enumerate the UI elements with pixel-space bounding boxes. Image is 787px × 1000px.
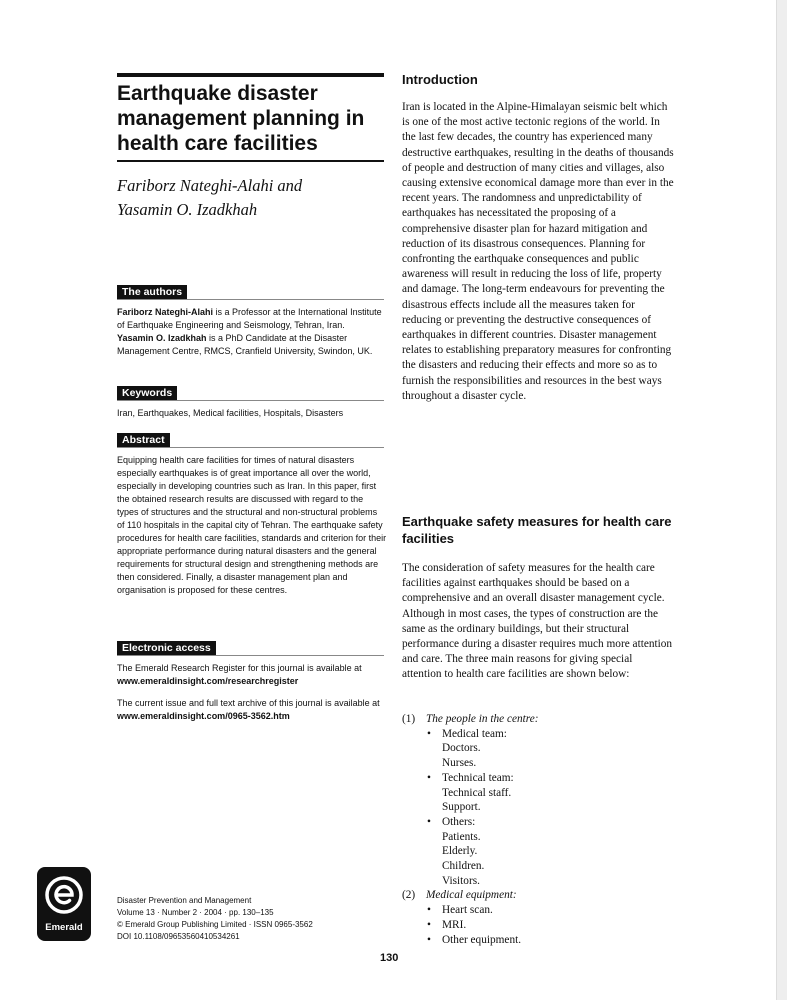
electronic-access-label: Electronic access: [117, 641, 216, 655]
author-bio-1-name: Fariborz Nateghi-Alahi: [117, 307, 214, 317]
authors-section-label: The authors: [117, 285, 187, 299]
bullet-icon: •: [427, 815, 431, 828]
bullet-icon: •: [427, 918, 431, 931]
emerald-logo-text: Emerald: [45, 922, 83, 933]
electronic-access: [117, 662, 387, 723]
journal-name: Disaster Prevention and Management: [117, 896, 252, 905]
page-edge: [776, 0, 787, 1000]
list-item: [402, 727, 674, 742]
list-item: Patients.: [442, 830, 481, 843]
bullet-icon: •: [427, 933, 431, 946]
keywords-section-rule: [117, 400, 384, 401]
title-bottom-rule: [117, 160, 384, 162]
authors-section-rule: [117, 299, 384, 300]
list-number: (2): [402, 889, 416, 902]
authors-bios: [117, 306, 387, 358]
list-item: [402, 918, 674, 933]
list-item: Children.: [442, 860, 485, 873]
emerald-logo: [37, 867, 91, 941]
safety-heading: Earthquake safety measures for health care facilities: [402, 514, 672, 546]
author-bio-1-text: is a Professor at the International Institute of Earthquake Engineering and Seismology, Tehran, Iran.: [117, 307, 382, 330]
introduction-text: Iran is located in the Alpine-Himalayan seismic belt which is one of the most active tectonic regions of the world. In the last few decades, the country has experienced many destructive earthquakes, resulting in the deaths of thousands of people and destruction of many cities and villages, also causing extensive economical damage more than ever in the recent years. The randomness and unpredictability of earthquakes has necessitated the proposing of a comprehensive disaster plan for hazard mitigation and reduction of its disastrous consequences. Planning for confronting the earthquake consequences and public awareness will result in reducing the loss of life, property and damage. The long-term endeavours for preventing the disastrous effects include all the measures taken for reducing or preventing the destructive consequences of earthquakes in different countries. Disaster management relates to establishing preparatory measures for confronting the disasters and reducing their effects and more so as to furnish the responsibilities and resources in the best ways throughout a disaster cycle.: [402, 101, 674, 402]
emerald-logo-icon: [44, 873, 84, 917]
list-bullet-text: Technical team:: [442, 771, 514, 784]
abstract-text: Equipping health care facilities for times of natural disasters especially earthquakes is of great importance all over the world, especially in developing countries such as Iran. In this paper, first the obtained research results are discussed with regard to the types of structures and the structural and non-structural problems of 110 hospitals in the capital city of Tehran. The earthquake safety procedures for health care facilities, standards and criterion for their appropriate performance during natural disasters and the general requirements for structural design and strengthening methods are then considered. Finally, a disaster management plan and organisation is proposed for these centres.: [117, 455, 387, 595]
bullet-icon: •: [427, 904, 431, 917]
list-category-label: The people in the centre:: [426, 713, 539, 725]
reasons-list: [402, 712, 674, 947]
list-item: Elderly.: [442, 845, 478, 858]
list-item: [402, 888, 674, 903]
list-item: Nurses.: [442, 757, 477, 770]
author-bio-2-text: is a PhD Candidate at the Disaster Management Centre, RMCS, Cranfield University, Swindon, UK.: [117, 333, 373, 356]
bullet-icon: •: [427, 727, 431, 740]
article-title: Earthquake disaster management planning in health care facilities: [117, 82, 365, 155]
journal-volume: Volume 13 · Number 2 · 2004 · pp. 130–135: [117, 908, 274, 917]
list-item: [402, 771, 674, 786]
list-item: [402, 712, 674, 727]
list-bullet-text: MRI.: [442, 918, 467, 931]
author-line-1: Fariborz Nateghi-Alahi and: [117, 176, 303, 195]
electronic-access-url-1[interactable]: www.emeraldinsight.com/researchregister: [117, 676, 299, 686]
bullet-icon: •: [427, 771, 431, 784]
list-bullet-text: Medical team:: [442, 727, 507, 740]
safety-text: The consideration of safety measures for the health care facilities against earthquakes should be based on a comprehensive and an overall disaster management cycle. Although in most cases, the types of construction are the same as the ordinary buildings, but their structural performance during a disaster requires much more attention and care. The three main reasons for giving special attention to health care facilities are shown below:: [402, 562, 673, 681]
journal-doi: DOI 10.1108/09653560410534261: [117, 932, 240, 941]
author-bio-2-name: Yasamin O. Izadkhah: [117, 333, 207, 343]
electronic-access-text-2: The current issue and full text archive of this journal is available at: [117, 698, 380, 708]
list-bullet-text: Others:: [442, 815, 476, 828]
page-number: 130: [380, 952, 399, 964]
author-names: [117, 174, 387, 222]
list-item: Visitors.: [442, 874, 480, 887]
author-bio-1: [117, 306, 387, 332]
list-number: (1): [402, 713, 416, 725]
keywords-text: Iran, Earthquakes, Medical facilities, Hospitals, Disasters: [117, 408, 344, 418]
keywords-section-label: Keywords: [117, 386, 177, 400]
list-item: [402, 903, 674, 918]
list-bullet-text: Other equipment.: [442, 933, 522, 946]
list-item: [402, 815, 674, 830]
author-bio-2: [117, 332, 387, 358]
list-item: Technical staff.: [442, 786, 512, 799]
abstract-section-label: Abstract: [117, 433, 170, 447]
title-top-rule: [117, 73, 384, 77]
list-item: Support.: [442, 801, 481, 814]
journal-info: [117, 895, 377, 943]
author-line-2: Yasamin O. Izadkhah: [117, 200, 258, 219]
electronic-access-text-1: The Emerald Research Register for this journal is available at: [117, 663, 362, 673]
journal-publisher: © Emerald Group Publishing Limited · ISSN 0965-3562: [117, 920, 313, 929]
introduction-heading: Introduction: [402, 72, 478, 87]
list-item: Doctors.: [442, 742, 481, 755]
list-item: [402, 933, 674, 948]
list-category-label: Medical equipment:: [426, 889, 517, 902]
electronic-access-rule: [117, 655, 384, 656]
list-bullet-text: Heart scan.: [442, 904, 493, 917]
abstract-section-rule: [117, 447, 384, 448]
electronic-access-url-2[interactable]: www.emeraldinsight.com/0965-3562.htm: [117, 711, 290, 721]
